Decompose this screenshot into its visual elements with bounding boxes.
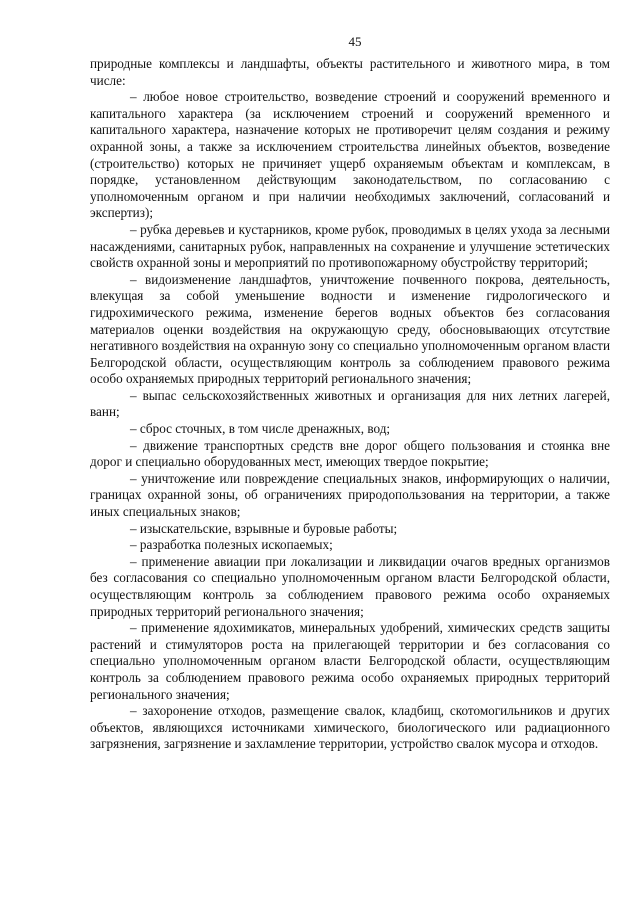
list-item: – применение авиации при локализации и ликвидации очагов вредных организмов без согласования со специально уполномоченным органом власти Белгородской области, осуществляющим контроль за соблюдением правового режима особо охраняемых природных территорий регионального значения; — [90, 553, 610, 619]
list-item: – движение транспортных средств вне дорог общего пользования и стоянка вне дорог и специально оборудованных мест, имеющих твердое покрытие; — [90, 437, 610, 470]
list-item: – выпас сельскохозяйственных животных и организация для них летних лагерей, ванн; — [90, 387, 610, 420]
list-item: – сброс сточных, в том числе дренажных, вод; — [130, 421, 391, 437]
list-item: – рубка деревьев и кустарников, кроме рубок, проводимых в целях ухода за лесными насаждениями, санитарных рубок, направленных на сохранение и улучшение эстетических свойств охранной зоны и мероприятий по противопожарному обустройству территорий; — [90, 221, 610, 271]
list-item: – видоизменение ландшафтов, уничтожение почвенного покрова, деятельность, влекущая за собой уменьшение водности и изменение гидрологического и гидрохимического режима, изменение берегов водных объектов без согласования материалов оценки воздействия на окружающую среду, обосновывающих отсутствие негативного воздействия на охранную зону со специально уполномоченным органом власти Белгородской области, осуществляющим контроль за соблюдением правового режима особо охраняемых природных территорий регионального значения; — [90, 271, 610, 387]
list-item: – захоронение отходов, размещение свалок, кладбищ, скотомогильников и других объектов, являющихся источниками химического, биологического или радиационного загрязнения, загрязнение и захламление территории, устройство свалок мусора и отходов. — [90, 703, 610, 752]
list-item: – любое новое строительство, возведение строений и сооружений временного и капитального характера (за исключением строений и сооружений временного и капитального характера, назначение которых не противоречит целям создания и режиму охранной зоны, а также за исключением строительства линейных объектов, возведение (строительство) которых не причиняет ущерб охраняемым объектам и комплексам, в порядке, установленном действующим законодательством, по согласованию с уполномоченным органом и при наличии необходимых заключений, согласований и экспертиз); — [90, 89, 610, 221]
document-body — [90, 56, 610, 753]
list-item: – применение ядохимикатов, минеральных удобрений, химических средств защиты растений и стимуляторов роста на прилегающей территории и без согласования со специально уполномоченным органом власти Белгородской области, осуществляющим контроль за соблюдением правового режима особо охраняемых природных территорий регионального значения; — [90, 620, 610, 702]
paragraph-lead: природные комплексы и ландшафты, объекты растительного и животного мира, в том числе: — [90, 56, 610, 88]
list-item: – разработка полезных ископаемых; — [130, 537, 333, 553]
list-item: – изыскательские, взрывные и буровые работы; — [130, 520, 398, 536]
page-number: 45 — [348, 34, 362, 49]
list-item: – уничтожение или повреждение специальных знаков, информирующих о наличии, границах охранной зоны, об ограничениях природопользования на территории, а также иных специальных знаков; — [90, 470, 610, 520]
